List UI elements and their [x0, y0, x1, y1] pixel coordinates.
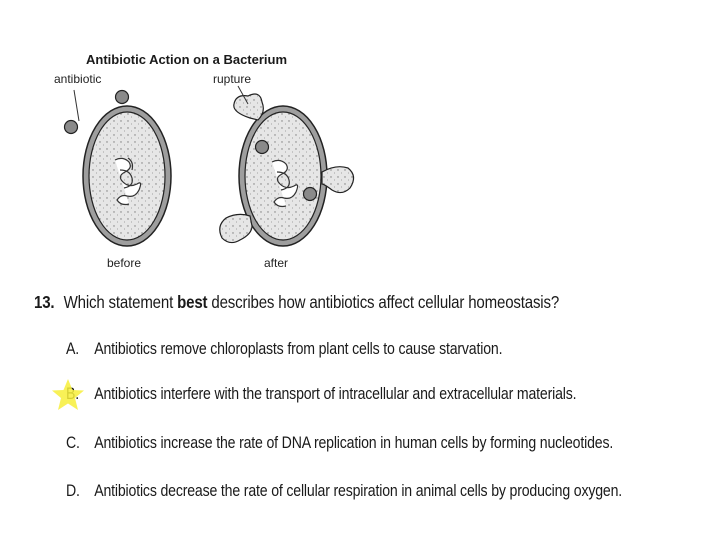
- label-rupture: rupture: [213, 72, 252, 86]
- rupture-bleb: [234, 94, 264, 120]
- label-antibiotic: antibiotic: [54, 72, 102, 86]
- label-after: after: [264, 256, 289, 270]
- option-letter: C.: [66, 433, 80, 452]
- antibiotic-molecule: [256, 141, 269, 154]
- star-icon: [51, 378, 85, 412]
- antibiotic-molecule: [304, 188, 317, 201]
- question-number: 13.: [34, 292, 55, 312]
- option-text: Antibiotics decrease the rate of cellular respiration in animal cells by producing oxygen.: [94, 481, 623, 500]
- rupture-bleb: [220, 214, 252, 242]
- answer-option-a[interactable]: [66, 339, 502, 359]
- question-text-bold: best: [177, 292, 208, 312]
- question-stem: [34, 292, 559, 313]
- question-text-after: describes how antibiotics affect cellular homeostasis?: [211, 292, 560, 312]
- answer-option-b[interactable]: [66, 384, 576, 404]
- answer-option-c[interactable]: [66, 433, 613, 453]
- antibiotic-molecule: [65, 121, 78, 134]
- bacterium-after: [220, 86, 354, 246]
- option-letter: D.: [66, 481, 80, 500]
- option-letter: A.: [66, 339, 80, 358]
- antibiotic-molecule: [116, 91, 129, 104]
- figure-title: Antibiotic Action on a Bacterium: [86, 52, 288, 67]
- bacterium-before: [65, 90, 172, 246]
- option-text: Antibiotics increase the rate of DNA replication in human cells by forming nucleotides.: [94, 433, 614, 452]
- option-text: Antibiotics interfere with the transport of intracellular and extracellular materials.: [94, 384, 577, 403]
- label-before: before: [107, 256, 142, 270]
- antibiotic-pointer: [74, 90, 79, 121]
- answer-option-d[interactable]: [66, 481, 622, 501]
- question-text-before: Which statement: [63, 292, 174, 312]
- option-text: Antibiotics remove chloroplasts from plant cells to cause starvation.: [94, 339, 503, 358]
